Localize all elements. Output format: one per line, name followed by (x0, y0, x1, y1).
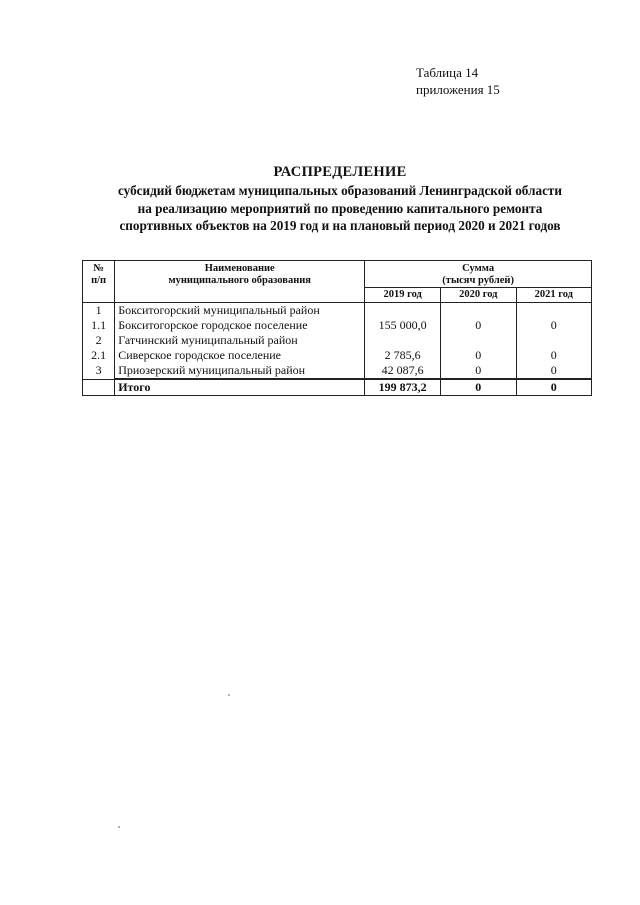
row-name: Бокситогорский муниципальный район (118, 303, 320, 317)
row-value-2020: 0 (475, 318, 482, 332)
table-body-row (83, 303, 592, 380)
document-subtitle-line-1: субсидий бюджетам муниципальных образований Ленинградской области (117, 183, 562, 198)
row-name: Сиверское городское поселение (118, 348, 281, 362)
row-value-2020 (444, 333, 512, 348)
row-value-2021: 0 (550, 363, 557, 377)
row-value-2020: 0 (475, 363, 482, 377)
row-numbers (83, 303, 115, 380)
row-value-2020 (444, 303, 512, 318)
row-value-2019: 2 785,6 (384, 348, 421, 362)
row-num: 1 (95, 303, 102, 317)
total-2021: 0 (516, 379, 591, 396)
header-2020: 2020 год (441, 288, 516, 303)
row-num: 3 (95, 363, 102, 377)
header-name: Наименование муниципального образования (115, 261, 365, 303)
row-num: 2.1 (91, 348, 107, 362)
header-sum: Сумма (тысяч рублей) (365, 261, 592, 288)
total-2020: 0 (441, 379, 516, 396)
document-title: РАСПРЕДЕЛЕНИЕ (273, 164, 407, 180)
row-value-2021: 0 (550, 348, 557, 362)
total-2019: 199 873,2 (365, 379, 441, 396)
document-subtitle-line-3: спортивных объектов на 2019 год и на плановый период 2020 и 2021 годов (119, 218, 561, 233)
total-num-cell (83, 379, 115, 396)
document-subtitle-line-2: на реализацию мероприятий по проведению капитального ремонта (137, 200, 543, 216)
table-reference (416, 64, 500, 98)
reference-table-number: Таблица 14 (416, 65, 479, 80)
scan-speck (118, 826, 120, 828)
row-names (115, 303, 365, 380)
row-num: 1.1 (91, 318, 107, 332)
values-2021 (516, 303, 591, 380)
row-value-2019 (368, 303, 437, 318)
table-total-row (83, 379, 592, 396)
row-name: Гатчинский муниципальный район (118, 333, 298, 347)
row-value-2021 (520, 303, 588, 318)
header-2021: 2021 год (516, 288, 591, 303)
row-value-2019: 42 087,6 (381, 363, 424, 377)
header-num: № п/п (83, 261, 115, 303)
values-2019 (365, 303, 441, 380)
row-name: Бокситогорское городское поселение (118, 318, 308, 332)
reference-appendix-number: приложения 15 (416, 82, 500, 97)
row-value-2019: 155 000,0 (378, 318, 427, 332)
header-2019: 2019 год (365, 288, 441, 303)
row-value-2021 (520, 333, 588, 348)
table-header-row (83, 261, 592, 288)
total-label: Итого (115, 379, 365, 396)
row-name: Приозерский муниципальный район (118, 363, 306, 377)
row-value-2021: 0 (550, 318, 557, 332)
row-value-2019 (368, 333, 437, 348)
values-2020 (441, 303, 516, 380)
scan-speck (228, 694, 230, 696)
subsidy-distribution-table (82, 260, 592, 396)
row-value-2020: 0 (475, 348, 482, 362)
row-num: 2 (95, 333, 102, 347)
document-heading (60, 163, 620, 235)
